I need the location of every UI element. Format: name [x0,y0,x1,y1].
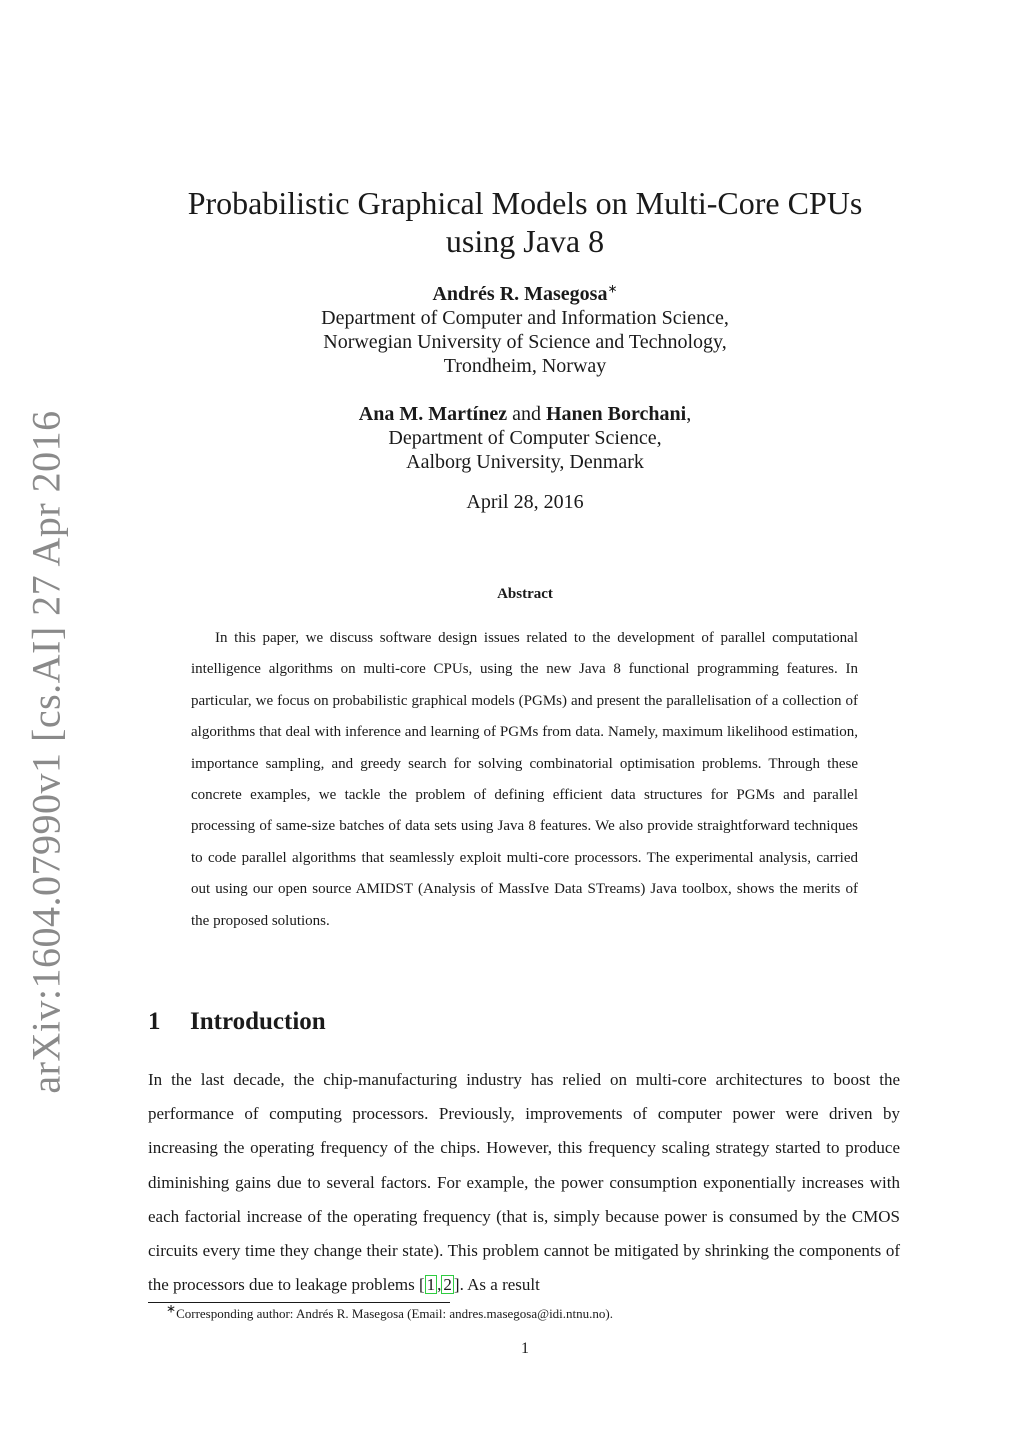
citation-link-2[interactable]: 2 [443,1275,452,1295]
affiliation-line: Department of Computer Science, [388,427,662,449]
footnote [166,1301,613,1323]
arxiv-identifier-stamp: arXiv:1604.07990v1 [cs.AI] 27 Apr 2016 [23,410,69,1094]
corresponding-author-marker: ∗ [607,281,618,296]
footnote-text: Corresponding author: Andrés R. Masegosa (Email: andres.masegosa@idi.ntnu.no). [176,1306,613,1321]
footnote-divider [148,1302,450,1303]
abstract-heading: Abstract [497,586,553,602]
citation-link-1[interactable]: 1 [426,1275,436,1295]
section-number: 1 [148,1008,161,1035]
author-name-masegosa: Andrés R. Masegosa [432,283,608,305]
intro-text-continuation: . As a result [459,1275,540,1295]
author-name-martinez: Ana M. Martínez [358,403,508,425]
citation-open-bracket: [ [418,1275,425,1295]
affiliation-line: Department of Computer and Information Science, [321,307,729,329]
affiliation-line: Trondheim, Norway [443,355,607,377]
abstract-text: In this paper, we discuss software design issues related to the development of parallel computational intelligence algorithms on multi-core CPUs, using the new Java 8 functional programming features. In particular, we focus on probabilistic graphical models (PGMs) and present the parallelisation of a collection of algorithms that deal with inference and learning of PGMs from data. Namely, maximum likelihood estimation, importance sampling, and greedy search for solving combinatorial optimisation problems. Through these concrete examples, we tackle the problem of defining efficient data structures for PGMs and parallel processing of same-size batches of data sets using Java 8 features. We also provide straightforward techniques to code parallel algorithms that seamlessly exploit multi-core processors. The experimental analysis, carried out using our open source AMIDST (Analysis of MassIve Data STreams) Java toolbox, shows the merits of the proposed solutions. [191,630,858,929]
intro-text: In the last decade, the chip-manufacturing industry has relied on multi-core architectures to boost the performance of computing processors. Previously, improvements of computer power were driven by increasing the operating frequency of the chips. However, this frequency scaling strategy started to produce diminishing gains due to several factors. For example, the power consumption exponentially increases with each factorial increase of the operating frequency (that is, simply because power is consumed by the CMOS circuits every time they change their state). This problem cannot be mitigated by shrinking the components of the processors due to leakage problems [148,1070,900,1295]
affiliation-line: Norwegian University of Science and Technology, [323,331,727,353]
title-line-2: using Java 8 [445,223,605,259]
affiliation-line: Aalborg University, Denmark [406,451,644,473]
page-number: 1 [521,1340,529,1357]
citation-separator: , [437,1275,442,1295]
title-line-1: Probabilistic Graphical Models on Multi-Core CPUs [187,185,863,221]
author-block-1 [150,282,900,378]
author-name-borchani: Hanen Borchani [545,403,687,425]
section-heading [148,1008,326,1036]
section-title: Introduction [190,1008,326,1035]
footnote-marker: ∗ [166,1301,177,1316]
author-conjunction: and [512,403,541,425]
introduction-paragraph [148,1063,900,1302]
author-block-2: Ana M. Martínez and Hanen Borchani, Department of Computer Science, Aalborg University, Denmark [150,402,900,474]
paper-title [150,184,900,260]
citation-close-bracket: ] [453,1275,460,1295]
paper-date: April 28, 2016 [466,491,584,513]
